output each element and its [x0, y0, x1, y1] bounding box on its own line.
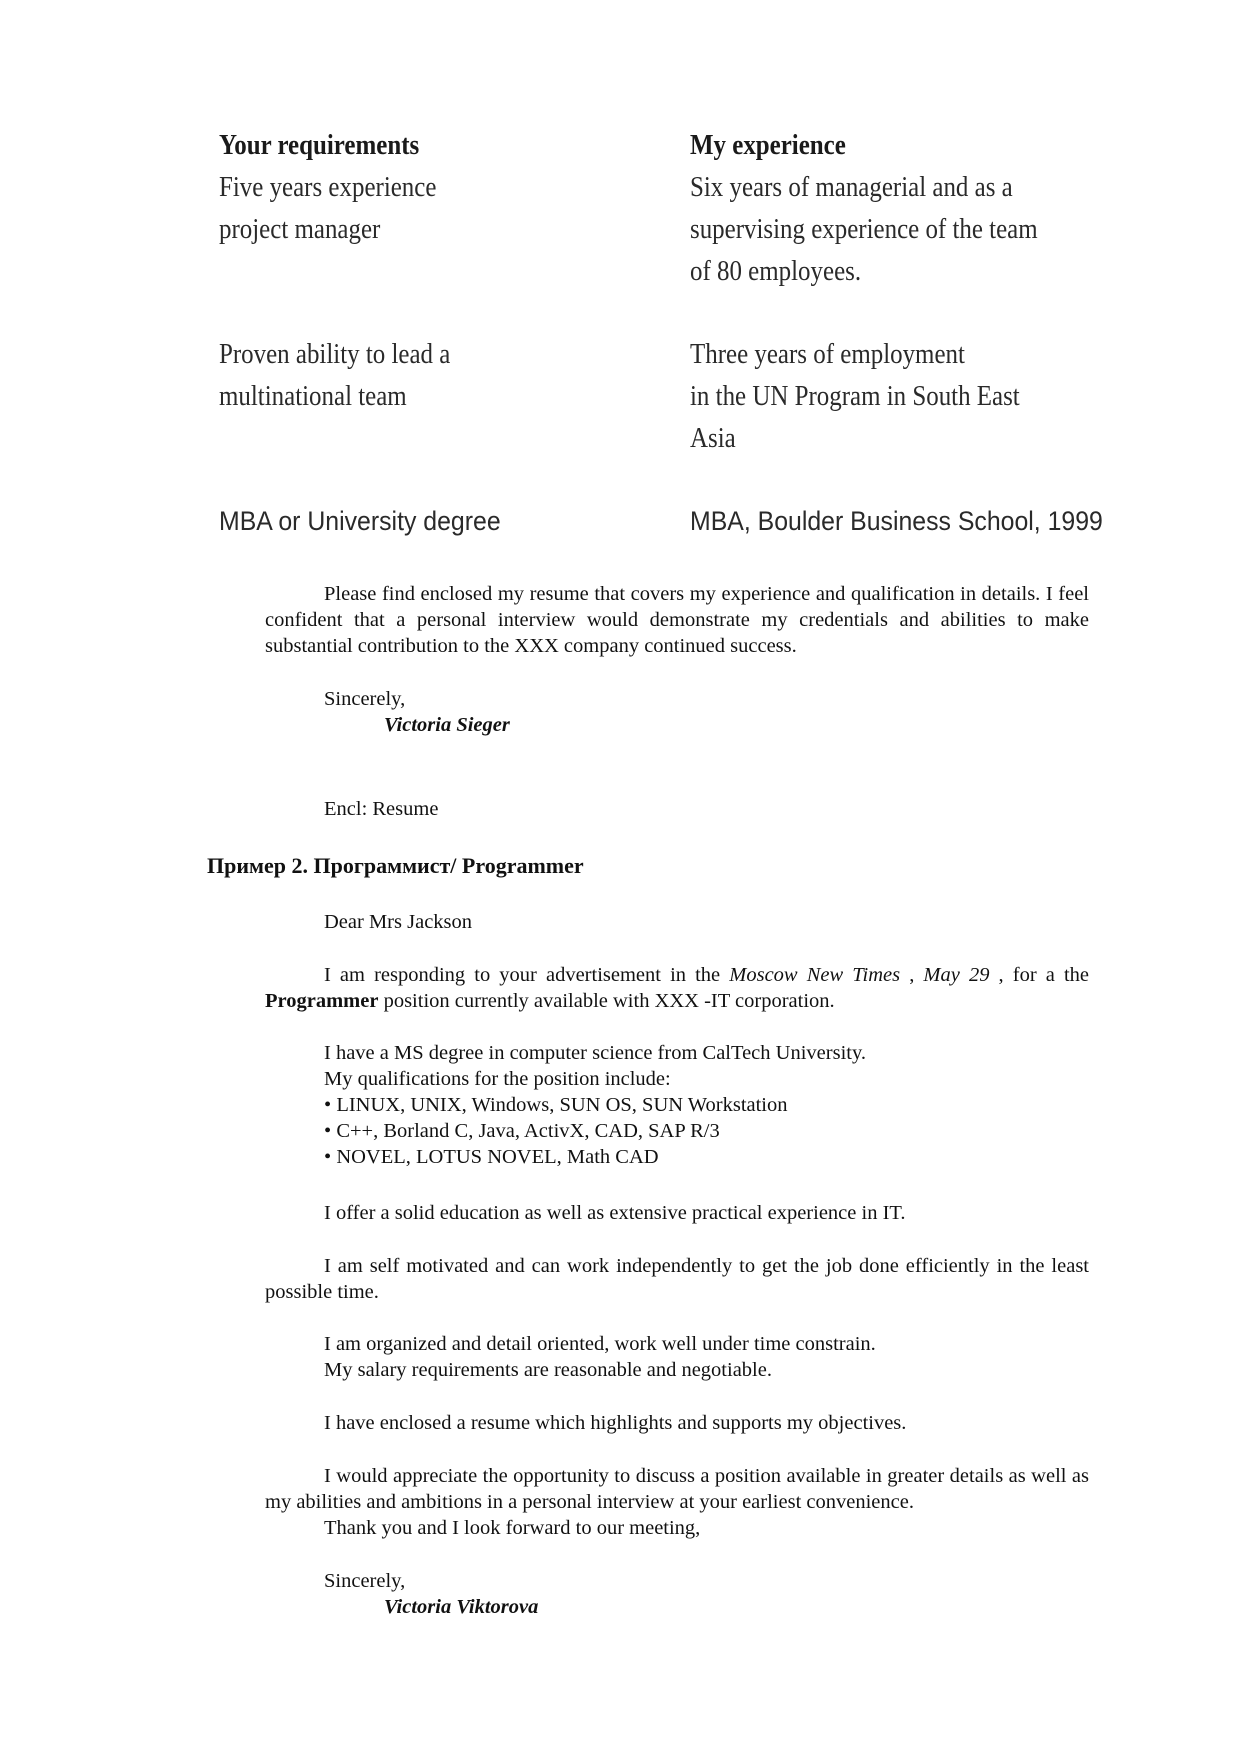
self-motivated-paragraph	[265, 1253, 1089, 1305]
requirement-2-line-1: Proven ability to lead a	[219, 338, 451, 370]
letter2-intro-paragraph	[265, 962, 1089, 1014]
thanks-line: Thank you and I look forward to our meeting,	[324, 1517, 701, 1539]
experience-1-line-1: Six years of managerial and as a	[690, 171, 1013, 203]
self-motivated-text: I am self motivated and can work independently to get the job done efficiently in the least possible time.	[265, 1255, 1089, 1303]
experience-2-line-2: in the UN Program in South East	[690, 380, 1020, 412]
experience-2-line-3: Asia	[690, 422, 736, 454]
example2-heading: Пример 2. Программист/ Programmer	[207, 853, 584, 878]
enclosed-line: I have enclosed a resume which highlights and supports my objectives.	[324, 1412, 907, 1434]
intro-text-3: , for a the	[989, 964, 1090, 986]
letter1-sign-off: Sincerely,	[324, 688, 406, 710]
offer-line: I offer a solid education as well as extensive practical experience in IT.	[324, 1202, 906, 1224]
salary-line: My salary requirements are reasonable and negotiable.	[324, 1359, 772, 1381]
requirement-2-line-2: multinational team	[219, 380, 407, 412]
position-title: Programmer	[265, 990, 379, 1012]
experience-1-line-3: of 80 employees.	[690, 255, 862, 287]
experience-header: My experience	[690, 129, 846, 161]
experience-3-line-1: MBA, Boulder Business School, 1999	[690, 506, 1103, 536]
letter1-signature: Victoria Sieger	[384, 714, 510, 736]
qualifications-intro: My qualifications for the position include:	[324, 1068, 671, 1090]
letter1-enclosure: Encl: Resume	[324, 798, 439, 820]
experience-2-line-1: Three years of employment	[690, 338, 965, 370]
qualification-item: • C++, Borland C, Java, ActivX, CAD, SAP R/3	[324, 1118, 720, 1144]
advertisement-date: May 29	[923, 964, 990, 986]
letter2-signature: Victoria Viktorova	[384, 1596, 539, 1618]
letter2-sign-off: Sincerely,	[324, 1570, 406, 1592]
requirement-1-line-1: Five years experience	[219, 171, 437, 203]
degree-line: I have a MS degree in computer science from CalTech University.	[324, 1042, 866, 1064]
intro-text-4: position currently available with XXX -IT corporation.	[378, 990, 835, 1012]
appreciate-text: I would appreciate the opportunity to discuss a position available in greater details as well as my abilities and ambitions in a personal interview at your earliest convenience.	[265, 1465, 1089, 1513]
appreciate-paragraph	[265, 1463, 1089, 1515]
qualification-item: • LINUX, UNIX, Windows, SUN OS, SUN Workstation	[324, 1092, 788, 1118]
letter2-salutation: Dear Mrs Jackson	[324, 911, 473, 933]
letter1-closing-paragraph	[265, 581, 1089, 659]
intro-text-2: ,	[900, 964, 924, 986]
letter1-closing-text: Please find enclosed my resume that covers my experience and qualification in details. I feel confident that a personal interview would demonstrate my credentials and abilities to make substantial contribution to the XXX company continued success.	[265, 583, 1089, 657]
organized-line: I am organized and detail oriented, work well under time constrain.	[324, 1333, 876, 1355]
publication-name: Moscow New Times	[729, 964, 901, 986]
requirement-3-line-1: MBA or University degree	[219, 506, 501, 536]
requirements-header: Your requirements	[219, 129, 420, 161]
qualification-item: • NOVEL, LOTUS NOVEL, Math CAD	[324, 1144, 659, 1170]
intro-text-1: I am responding to your advertisement in the	[324, 964, 730, 986]
experience-1-line-2: supervising experience of the team	[690, 213, 1038, 245]
requirement-1-line-2: project manager	[219, 213, 381, 245]
